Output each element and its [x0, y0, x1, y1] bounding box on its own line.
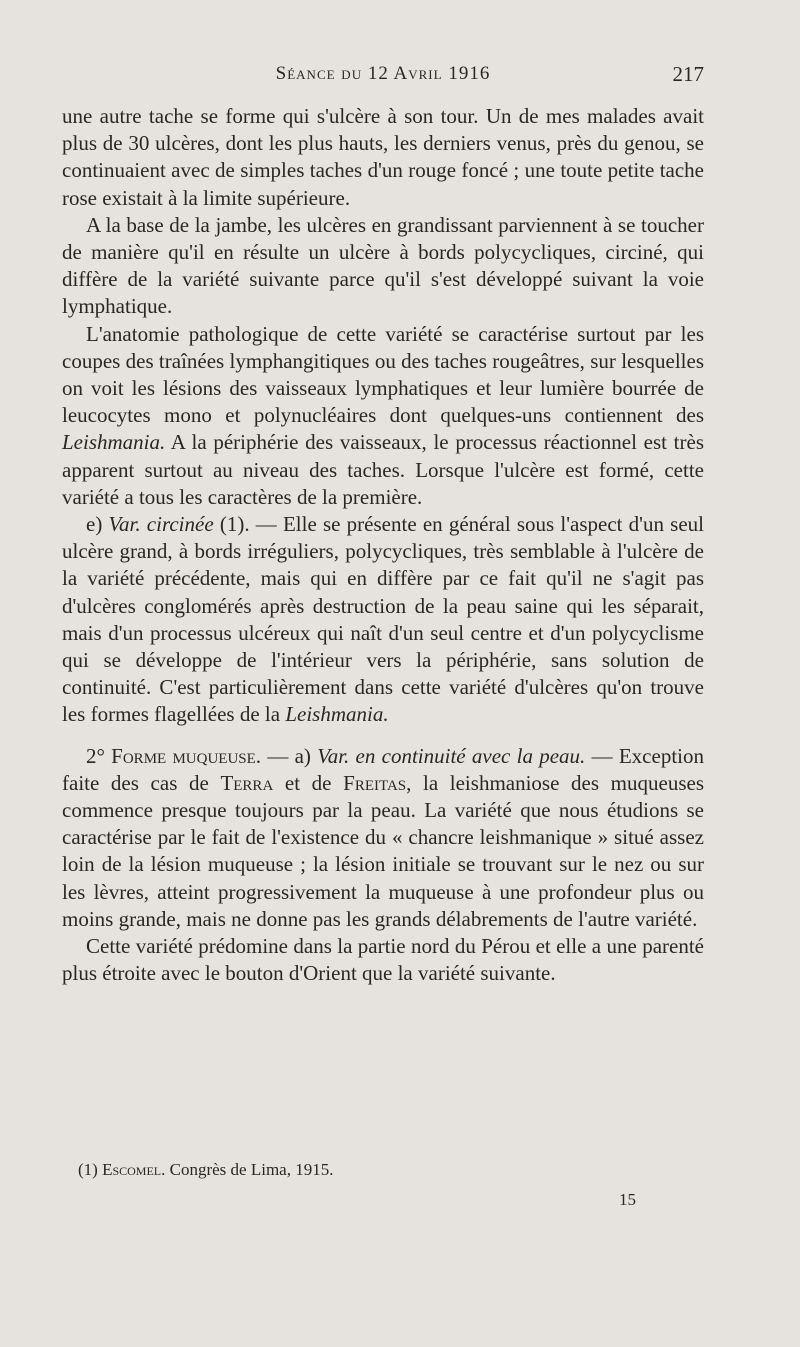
- section-heading: Forme muqueuse.: [111, 743, 262, 768]
- paragraph-4-variety: Var. circinée: [108, 512, 214, 537]
- signature-mark: 15: [619, 1190, 636, 1209]
- paragraph-5-text-a: — Exception faite des cas de: [62, 743, 704, 795]
- footnote-text: . Congrès de Lima, 1915.: [161, 1160, 334, 1179]
- author-name-terra: Terra: [220, 770, 274, 795]
- author-name-freitas: Freitas: [343, 770, 407, 795]
- paragraph-4-label: e): [86, 512, 109, 537]
- paragraph-3: [62, 321, 704, 511]
- paragraph-5-dash: — a): [261, 743, 318, 768]
- footnote-author: Escomel: [102, 1160, 162, 1179]
- paragraph-5-text-b: et de: [273, 770, 344, 795]
- page-number: 217: [672, 62, 704, 86]
- paragraph-4-italic: Leishmania.: [285, 702, 389, 727]
- paragraph-4: [62, 511, 704, 729]
- paragraph-2: A la base de la jambe, les ulcères en grandissant parviennent à se toucher de manière qu'il en résulte un ulcère à bords polycycliques, circiné, qui diffère de la variété suivante parce qu'il s'est développé suivant la voie lymphatique.: [62, 212, 704, 319]
- paragraph-4-text: Elle se présente en général sous l'aspect d'un seul ulcère grand, à bords irréguliers, polycycliques, très semblable à l'ulcère de la variété précédente, mais qui en diffère par ce fait qu'il ne s'agit pas d'ulcères conglomérés après destruction de la peau saine qui les séparait, mais d'un processus ulcéreux qui naît d'un seul centre et d'un polycyclisme qui se développe de l'intérieur vers la périphérie, sans solution de continuité. C'est particulièrement dans cette variété d'ulcères qu'on trouve les formes flagellées de la: [62, 512, 704, 727]
- section-number: 2°: [86, 743, 112, 768]
- paragraph-1: une autre tache se forme qui s'ulcère à son tour. Un de mes malades avait plus de 30 ulcères, dont les plus hauts, les derniers venus, près du genou, se continuaient avec de simples taches d'un rouge foncé ; une toute petite tache rose existait à la limite supérieure.: [62, 104, 704, 210]
- footnote: [78, 1158, 698, 1182]
- paragraph-5: [62, 743, 704, 933]
- paragraph-6: Cette variété prédomine dans la partie nord du Pérou et elle a une parenté plus étroite avec le bouton d'Orient que la variété suivante.: [62, 934, 704, 986]
- body-text: [62, 103, 704, 988]
- paragraph-3-text-a: L'anatomie pathologique de cette variété se caractérise surtout par les coupes des traînées lymphangitiques ou des taches rougeâtres, sur lesquelles on voit les lésions des vaisseaux lymphatiques et leur lumière bourrée de leucocytes mono et polynucléaires dont quelques-uns contiennent des: [62, 321, 704, 428]
- paragraph-3-text-b: A la périphérie des vaisseaux, le processus réactionnel est très apparent surtout au niveau des taches. Lorsque l'ulcère est formé, cette variété a tous les caractères de la première.: [62, 430, 704, 509]
- paragraph-3-italic: Leishmania.: [62, 430, 166, 455]
- footnote-marker: (1): [78, 1160, 103, 1179]
- page-header: [62, 56, 704, 92]
- paragraph-5-variety: Var. en continuité avec la peau.: [317, 743, 586, 768]
- running-title: Séance du 12 Avril 1916: [275, 63, 491, 84]
- paragraph-4-note-ref: (1). —: [213, 512, 283, 537]
- paragraph-5-text-c: , la leishmaniose des muqueuses commence presque toujours par la peau. La variété que nous étudions se caractérise par le fait de l'existence du « chancre leishmanique » situé assez loin de la lésion muqueuse ; la lésion initiale se trouvant sur le nez ou sur les lèvres, atteint progressivement la muqueuse à une profondeur plus ou moins grande, mais ne donne pas les grands délabrements de l'autre variété.: [62, 770, 704, 931]
